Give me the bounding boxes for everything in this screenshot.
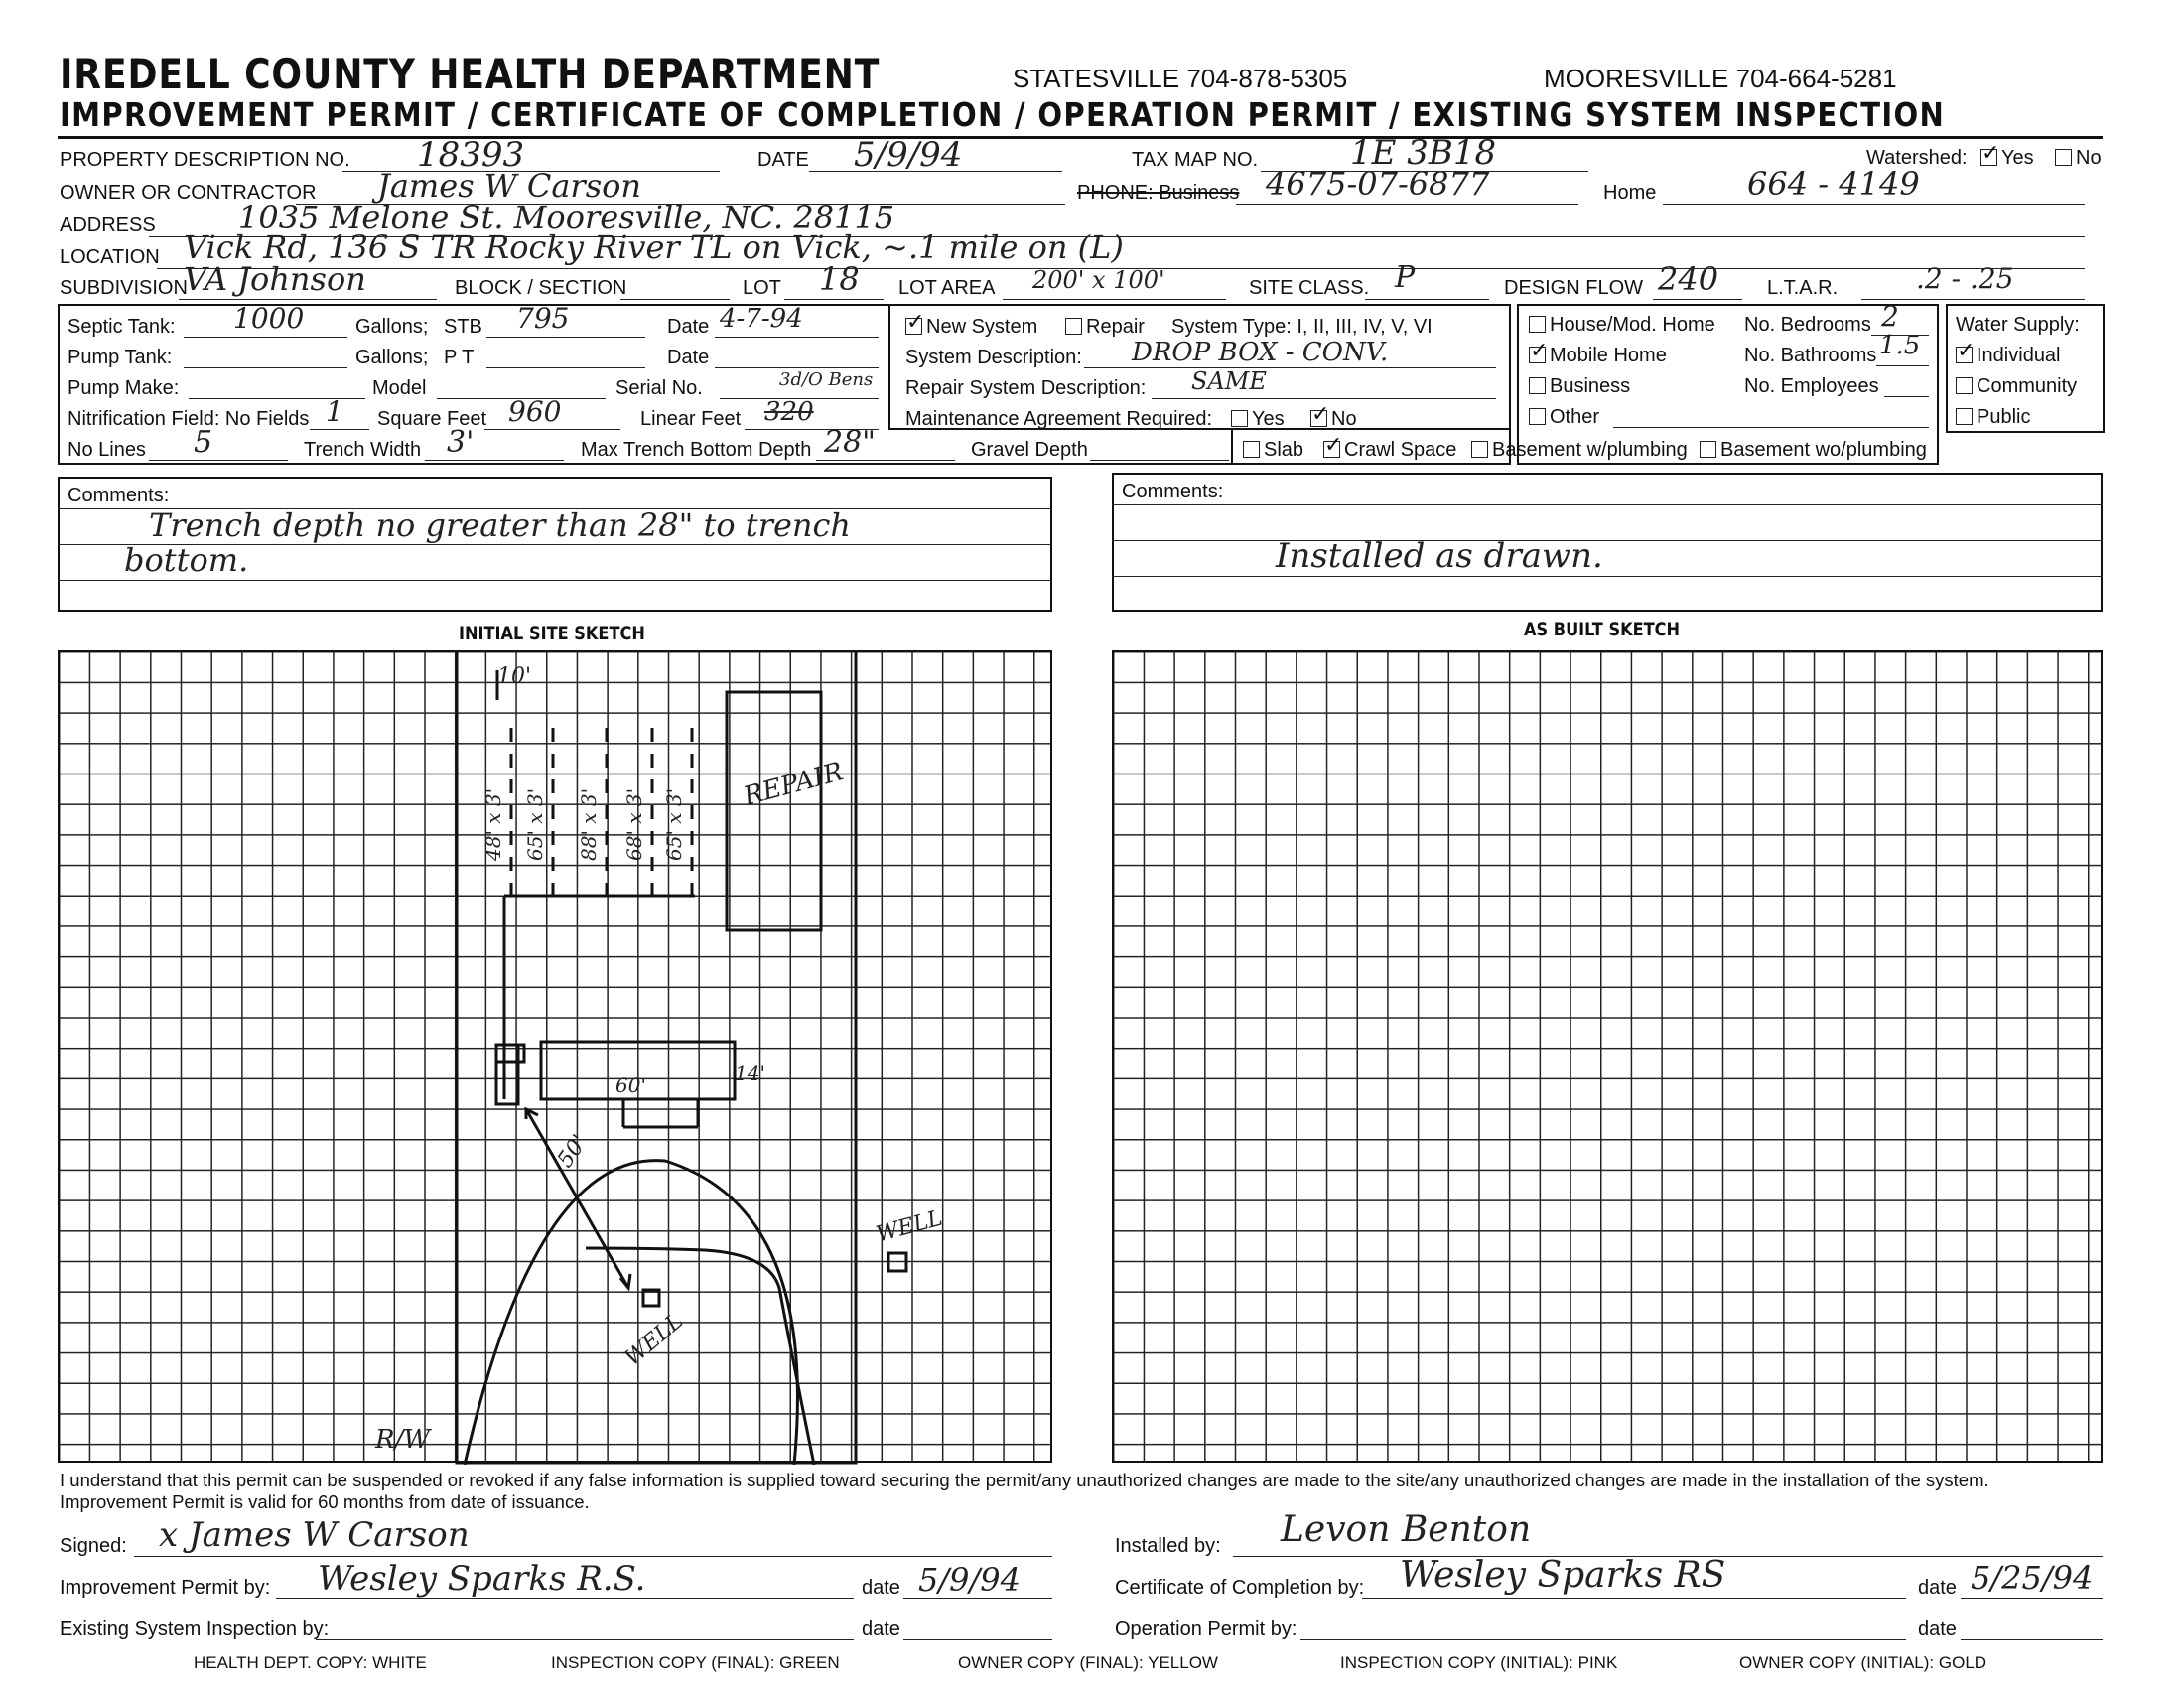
subdivision-value: VA Johnson: [184, 260, 366, 298]
septic-tank-label: Septic Tank:: [68, 316, 176, 338]
watershed-yes-checkbox[interactable]: [1980, 149, 1997, 166]
public-checkbox[interactable]: [1956, 408, 1973, 425]
bedrooms-value: 2: [1881, 300, 1899, 333]
system-description-label: System Description:: [905, 347, 1082, 368]
pt-label: P T: [444, 347, 475, 368]
new-system-option: ✓New System: [905, 316, 1037, 339]
system-description-value: DROP BOX - CONV.: [1132, 338, 1389, 367]
comments-left-label: Comments:: [68, 485, 170, 506]
permit-types-title: IMPROVEMENT PERMIT / CERTIFICATE OF COMPLETION / OPERATION PERMIT / EXISTING SYSTEM INSPECTION: [60, 95, 1946, 134]
crawl-space-checkbox[interactable]: [1323, 441, 1340, 458]
right-of-way-label: R/W: [375, 1425, 431, 1455]
square-feet-value: 960: [508, 395, 562, 428]
well-label-2: WELL: [873, 1205, 945, 1248]
house-option: House/Mod. Home: [1529, 314, 1715, 337]
location-label: LOCATION: [60, 246, 160, 268]
initial-sketch-label: INITIAL SITE SKETCH: [459, 623, 645, 644]
watershed-yes: ✓ Yes: [1980, 147, 2034, 170]
watershed-no-checkbox[interactable]: [2055, 149, 2072, 166]
repair-area-label: REPAIR: [740, 757, 847, 812]
model-label: Model: [372, 377, 427, 399]
system-type-label: System Type: I, II, III, IV, V, VI: [1171, 316, 1433, 338]
imp-date-label: date: [862, 1577, 900, 1599]
as-built-sketch-label: AS BUILT SKETCH: [1524, 619, 1681, 640]
bedrooms-label: No. Bedrooms: [1744, 314, 1871, 336]
slab-option: Slab: [1243, 439, 1303, 462]
improvement-permit-value: Wesley Sparks R.S.: [318, 1559, 646, 1599]
site-class-label: SITE CLASS.: [1249, 277, 1370, 299]
trench-width-value: 3': [447, 425, 475, 460]
maintenance-label: Maintenance Agreement Required:: [905, 408, 1213, 430]
no-lines-value: 5: [194, 425, 213, 460]
certificate-label: Certificate of Completion by:: [1115, 1577, 1365, 1599]
other-option: Other: [1529, 406, 1599, 429]
site-sketch-drawing: [60, 652, 1054, 1465]
date1-value: 4-7-94: [720, 304, 803, 334]
cert-date-value: 5/25/94: [1971, 1559, 2094, 1597]
tax-map-label: TAX MAP NO.: [1132, 149, 1259, 171]
maintenance-no: ✓ No: [1310, 408, 1357, 431]
cert-date-label: date: [1918, 1577, 1957, 1599]
date1-label: Date: [667, 316, 710, 338]
copy-owner-initial: OWNER COPY (INITIAL): GOLD: [1739, 1653, 1987, 1672]
other-checkbox[interactable]: [1529, 408, 1546, 425]
notice-line-2: Improvement Permit is valid for 60 months from date of issuance.: [60, 1491, 590, 1512]
gravel-depth-label: Gravel Depth: [971, 439, 1088, 461]
house-checkbox[interactable]: [1529, 316, 1546, 333]
gallons-label-2: Gallons;: [355, 347, 429, 368]
design-flow-label: DESIGN FLOW: [1504, 277, 1644, 299]
imp-date-value: 5/9/94: [918, 1561, 1021, 1599]
owner-value: James W Carson: [377, 167, 641, 205]
stb-label: STB: [444, 316, 482, 338]
header-rule: [58, 136, 2103, 139]
well-distance-label: 50': [553, 1130, 594, 1173]
prop-desc-value: 18393: [417, 135, 525, 175]
tax-map-value: 1E 3B18: [1350, 133, 1497, 173]
basement-wo-option: Basement wo/plumbing: [1700, 439, 1927, 462]
maintenance-no-checkbox[interactable]: [1310, 410, 1327, 427]
trench-label-3: 88' x 3': [577, 787, 601, 861]
installed-by-value: Levon Benton: [1281, 1509, 1532, 1550]
lot-area-value: 200' x 100': [1032, 266, 1165, 294]
repair-description-label: Repair System Description:: [905, 377, 1147, 399]
nitrification-label: Nitrification Field: No Fields: [68, 408, 310, 430]
design-flow-value: 240: [1658, 260, 1719, 298]
as-built-sketch: [1112, 650, 2103, 1463]
business-option: Business: [1529, 375, 1630, 398]
max-depth-label: Max Trench Bottom Depth: [581, 439, 812, 461]
individual-checkbox[interactable]: [1956, 347, 1973, 363]
home-phone-value: 664 - 4149: [1747, 165, 1920, 203]
certificate-value: Wesley Sparks RS: [1400, 1555, 1726, 1596]
water-supply-label: Water Supply:: [1956, 314, 2080, 336]
prop-desc-label: PROPERTY DESCRIPTION NO.: [60, 149, 350, 171]
copy-health-dept: HEALTH DEPT. COPY: WHITE: [194, 1653, 427, 1672]
trench-label-5: 65' x 3': [662, 787, 686, 861]
linear-feet-value: 320: [764, 397, 814, 427]
subdivision-label: SUBDIVISION: [60, 277, 188, 299]
statesville-phone: STATESVILLE 704-878-5305: [1013, 64, 1348, 93]
maintenance-yes-checkbox[interactable]: [1231, 410, 1248, 427]
signed-value: x James W Carson: [159, 1515, 470, 1555]
phone-business-value: 4675-07-6877: [1266, 165, 1490, 203]
ltar-label: L.T.A.R.: [1767, 277, 1839, 299]
initial-site-sketch: [58, 650, 1052, 1463]
gallons-label-1: Gallons;: [355, 316, 429, 338]
serial-value: 3d/O Bens: [779, 369, 874, 390]
block-section-label: BLOCK / SECTION: [455, 277, 627, 299]
pump-tank-label: Pump Tank:: [68, 347, 173, 368]
lot-value: 18: [819, 260, 860, 298]
home-label: Home: [1603, 182, 1657, 204]
watershed-no: No: [2055, 147, 2102, 170]
operation-permit-label: Operation Permit by:: [1115, 1619, 1297, 1640]
copy-inspection-final: INSPECTION COPY (FINAL): GREEN: [551, 1653, 840, 1672]
bathrooms-value: 1.5: [1879, 331, 1921, 360]
comments-left-line2: bottom.: [124, 541, 249, 579]
ltar-value: .2 - .25: [1916, 262, 2014, 295]
copy-inspection-initial: INSPECTION COPY (INITIAL): PINK: [1340, 1653, 1618, 1672]
public-option: Public: [1956, 406, 2030, 429]
trench-label-1: 48' x 3': [481, 787, 505, 861]
comments-right-box: [1112, 473, 2103, 612]
trench-width-label: Trench Width: [304, 439, 422, 461]
repair-checkbox[interactable]: [1065, 318, 1082, 335]
individual-option: ✓Individual: [1956, 345, 2061, 367]
employees-label: No. Employees: [1744, 375, 1879, 397]
date-value: 5/9/94: [854, 135, 963, 175]
improvement-permit-label: Improvement Permit by:: [60, 1577, 271, 1599]
comments-right-label: Comments:: [1122, 481, 1224, 502]
bathrooms-label: No. Bathrooms: [1744, 345, 1877, 366]
phone-business-label: PHONE: Business: [1077, 182, 1240, 204]
existing-date-label: date: [862, 1619, 900, 1640]
septic-tank-value: 1000: [233, 302, 305, 335]
basement-w-checkbox[interactable]: [1471, 441, 1488, 458]
trench-label-2: 65' x 3': [523, 787, 547, 861]
top-dimension: 10': [497, 664, 532, 689]
slab-checkbox[interactable]: [1243, 441, 1260, 458]
pump-make-label: Pump Make:: [68, 377, 180, 399]
site-class-value: P: [1395, 260, 1416, 295]
serial-label: Serial No.: [615, 377, 703, 399]
watershed-label: Watershed:: [1866, 147, 1968, 169]
new-system-checkbox[interactable]: [905, 318, 922, 335]
basement-w-option: Basement w/plumbing: [1471, 439, 1688, 462]
signed-label: Signed:: [60, 1535, 127, 1557]
repair-description-value: SAME: [1191, 367, 1267, 395]
op-date-label: date: [1918, 1619, 1957, 1640]
mooresville-phone: MOORESVILLE 704-664-5281: [1544, 64, 1897, 93]
stb-value: 795: [516, 302, 570, 335]
maintenance-yes: Yes: [1231, 408, 1285, 431]
owner-label: OWNER OR CONTRACTOR: [60, 182, 317, 204]
trench-label-4: 68' x 3': [622, 787, 646, 861]
community-checkbox[interactable]: [1956, 377, 1973, 394]
max-depth-value: 28": [824, 425, 876, 460]
well-label-1: WELL: [619, 1309, 688, 1371]
house-width-label: 60': [615, 1073, 646, 1097]
repair-option: Repair: [1065, 316, 1145, 339]
no-fields-value: 1: [326, 395, 343, 428]
mobile-home-option: ✓Mobile Home: [1529, 345, 1667, 367]
linear-feet-label: Linear Feet: [640, 408, 742, 430]
lot-label: LOT: [743, 277, 781, 299]
existing-inspection-label: Existing System Inspection by:: [60, 1619, 330, 1640]
installed-by-label: Installed by:: [1115, 1535, 1221, 1557]
square-feet-label: Square Feet: [377, 408, 487, 430]
agency-title: IREDELL COUNTY HEALTH DEPARTMENT: [60, 50, 881, 98]
no-lines-label: No Lines: [68, 439, 146, 461]
comments-left-line1: Trench depth no greater than 28" to trench: [149, 506, 852, 544]
mobile-home-checkbox[interactable]: [1529, 347, 1546, 363]
community-option: Community: [1956, 375, 2077, 398]
lot-area-label: LOT AREA: [898, 277, 996, 299]
comments-right-text: Installed as drawn.: [1276, 536, 1603, 576]
address-label: ADDRESS: [60, 214, 156, 236]
notice-line-1: I understand that this permit can be suspended or revoked if any false information is supplied toward securing the permit/any unauthorized changes are made to the site/any unauthorized changes are made in the installation of the system.: [60, 1470, 1989, 1490]
crawl-space-option: ✓ Crawl Space: [1323, 439, 1456, 462]
date2-label: Date: [667, 347, 710, 368]
location-value: Vick Rd, 136 S TR Rocky River TL on Vick, ~.1 mile on (L): [184, 228, 1124, 266]
business-checkbox[interactable]: [1529, 377, 1546, 394]
address-value: 1035 Melone St. Mooresville, NC. 28115: [238, 199, 895, 236]
copy-owner-final: OWNER COPY (FINAL): YELLOW: [958, 1653, 1218, 1672]
date-label: DATE: [757, 149, 809, 171]
house-depth-label: 14': [735, 1061, 765, 1085]
